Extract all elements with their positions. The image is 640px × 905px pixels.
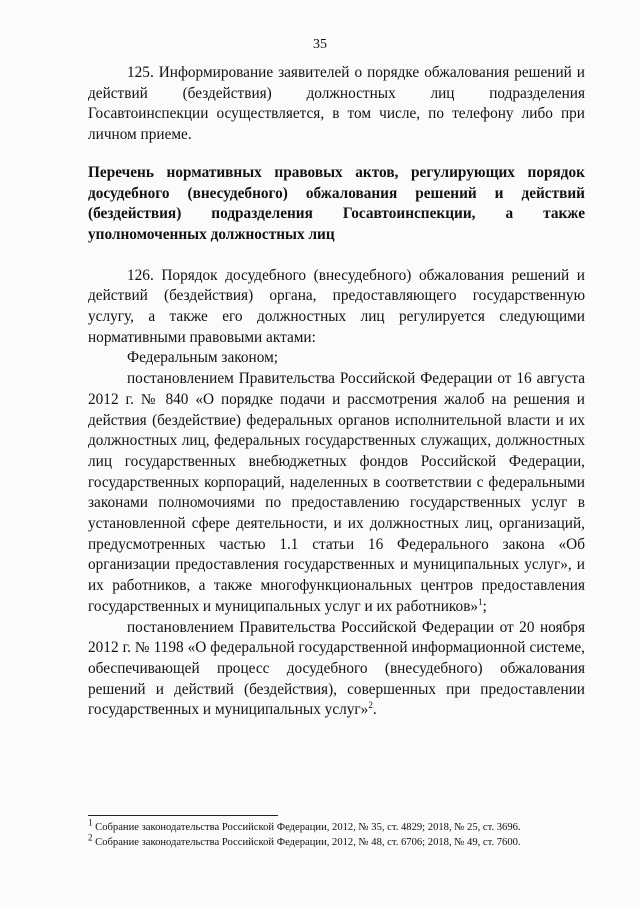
- document-body: [88, 63, 585, 721]
- heading-line-2: досудебного (внесудебного) обжалования решений и действий: [88, 184, 585, 202]
- resolution-1198-text: постановлением Правительства Российской Федерации от 20 ноября 2012 г. № 1198 «О федеральной государственной информационной системе, обеспечивающей процесс досудебного (внесудебного) обжалования решений и действий (бездействия), совершенных при предоставлении государственных и муниципальных услуг»: [88, 618, 585, 719]
- footnote-2-number: 2: [88, 831, 93, 842]
- heading-line-3: (бездействия) подразделения Госавтоинспекции, а также: [88, 205, 585, 223]
- paragraph-126: 126. Порядок досудебного (внесудебного) обжалования решений и действий (бездействия) органа, предоставляющего государственную услугу, а также его должностных лиц регулируется следующими нормативными правовыми актами:: [88, 266, 585, 346]
- list-item-resolution-1198: [88, 618, 585, 722]
- resolution-840-text: постановлением Правительства Российской Федерации от 16 августа 2012 г. № 840 «О порядке подачи и рассмотрения жалоб на решения и действия (бездействие) федеральных органов исполнительной власти и их должностных лиц, федеральных государственных служащих, должностных лиц государственных внебюджетных фондов Российской Федерации, государственных корпораций, наделенных в соответствии с федеральными законами полномочиями по предоставлению государственных услуг в установленной сфере деятельности, и их должностных лиц, организаций, предусмотренных частью 1.1 статьи 16 Федерального закона «Об организации предоставления государственных и муниципальных услуг», и их работников, а также многофункциональных центров предоставления государственных и муниципальных услуг и их работников»: [88, 370, 585, 615]
- footnote-1-number: 1: [88, 817, 93, 828]
- list-item-resolution-840: [88, 369, 585, 617]
- heading-line-1: Перечень нормативных правовых актов, регулирующих порядок: [88, 163, 585, 181]
- section-heading: [88, 163, 585, 246]
- page-number: 35: [313, 37, 327, 52]
- list-item-federal-law: Федеральным законом;: [127, 349, 279, 367]
- resolution-840-end: ;: [482, 597, 487, 615]
- footnote-ref-1: 1: [478, 596, 483, 607]
- footnote-1-text: Собрание законодательства Российской Федерации, 2012, № 35, ст. 4829; 2018, № 25, ст. 3696.: [92, 822, 521, 833]
- footnotes: [88, 817, 588, 850]
- resolution-1198-end: .: [372, 701, 377, 719]
- heading-line-4: уполномоченных должностных лиц: [88, 225, 335, 243]
- footnote-2: [88, 831, 588, 851]
- footnote-1: [88, 817, 588, 836]
- footnote-2-text: Собрание законодательства Российской Федерации, 2012, № 48, ст. 6706; 2018, № 49, ст. 7600.: [92, 836, 521, 848]
- paragraph-125: 125. Информирование заявителей о порядке обжалования решений и действий (бездействия) должностных лиц подразделения Госавтоинспекции осуществляется, в том числе, по телефону либо при личном приеме.: [88, 64, 585, 144]
- footnote-divider: [88, 815, 278, 816]
- footnote-ref-2: 2: [368, 700, 373, 711]
